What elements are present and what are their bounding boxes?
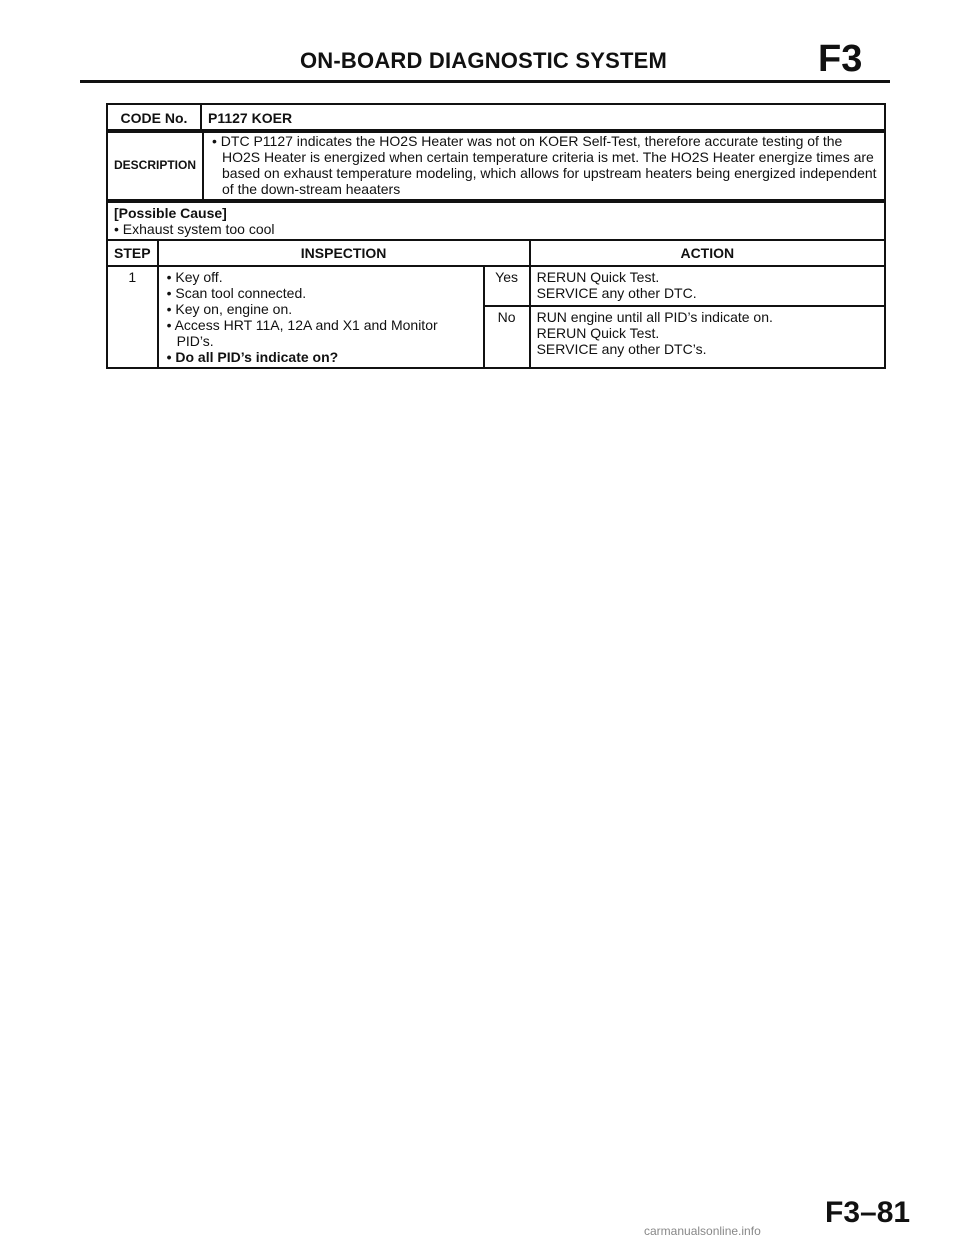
- step-number: 1: [107, 266, 158, 368]
- steps-table: [106, 239, 886, 369]
- inspection-question: • Do all PID’s indicate on?: [166, 349, 339, 365]
- cause-cell: [107, 202, 885, 240]
- cause-item: • Exhaust system too cool: [114, 221, 275, 237]
- page-title: ON-BOARD DIAGNOSTIC SYSTEM: [300, 48, 667, 73]
- inspection-list: [158, 266, 484, 368]
- cause-table: [106, 201, 886, 241]
- inspection-item: • Access HRT 11A, 12A and X1 and Monitor PID’s.: [166, 317, 438, 349]
- cause-heading: [Possible Cause]: [114, 205, 227, 221]
- yes-label: Yes: [484, 266, 530, 306]
- yes-actions: [530, 266, 885, 306]
- header-divider: [80, 80, 890, 83]
- step-header: STEP: [107, 240, 158, 266]
- inspection-item: • Scan tool connected.: [166, 285, 307, 301]
- action-header: ACTION: [530, 240, 885, 266]
- action-item: RERUN Quick Test.: [536, 269, 660, 285]
- action-item: SERVICE any other DTC.: [536, 285, 697, 301]
- action-item: SERVICE any other DTC’s.: [536, 341, 707, 357]
- description-text: [203, 130, 885, 200]
- page-number: F3–81: [825, 1196, 911, 1229]
- action-item: RERUN Quick Test.: [536, 325, 660, 341]
- no-label: No: [484, 306, 530, 368]
- inspection-item: • Key off.: [166, 269, 223, 285]
- description-label: DESCRIPTION: [107, 130, 203, 200]
- inspection-header: INSPECTION: [158, 240, 530, 266]
- code-value: P1127 KOER: [201, 104, 885, 132]
- code-label: CODE No.: [107, 104, 201, 132]
- action-item: RUN engine until all PID’s indicate on.: [536, 309, 773, 325]
- description-table: [106, 129, 886, 201]
- no-actions: [530, 306, 885, 368]
- section-code: F3: [818, 38, 863, 80]
- inspection-item: • Key on, engine on.: [166, 301, 293, 317]
- description-line: • DTC P1127 indicates the HO2S Heater was not on KOER Self-Test, therefore accurate testing of the HO2S Heater is energized when certain temperature criteria is met. The HO2S Heater energize times are based on exhaust temperature modeling, which allows for upstream heaters being energized independent of the down-stream heaaters: [212, 133, 877, 197]
- watermark: carmanualsonline.info: [644, 1224, 761, 1238]
